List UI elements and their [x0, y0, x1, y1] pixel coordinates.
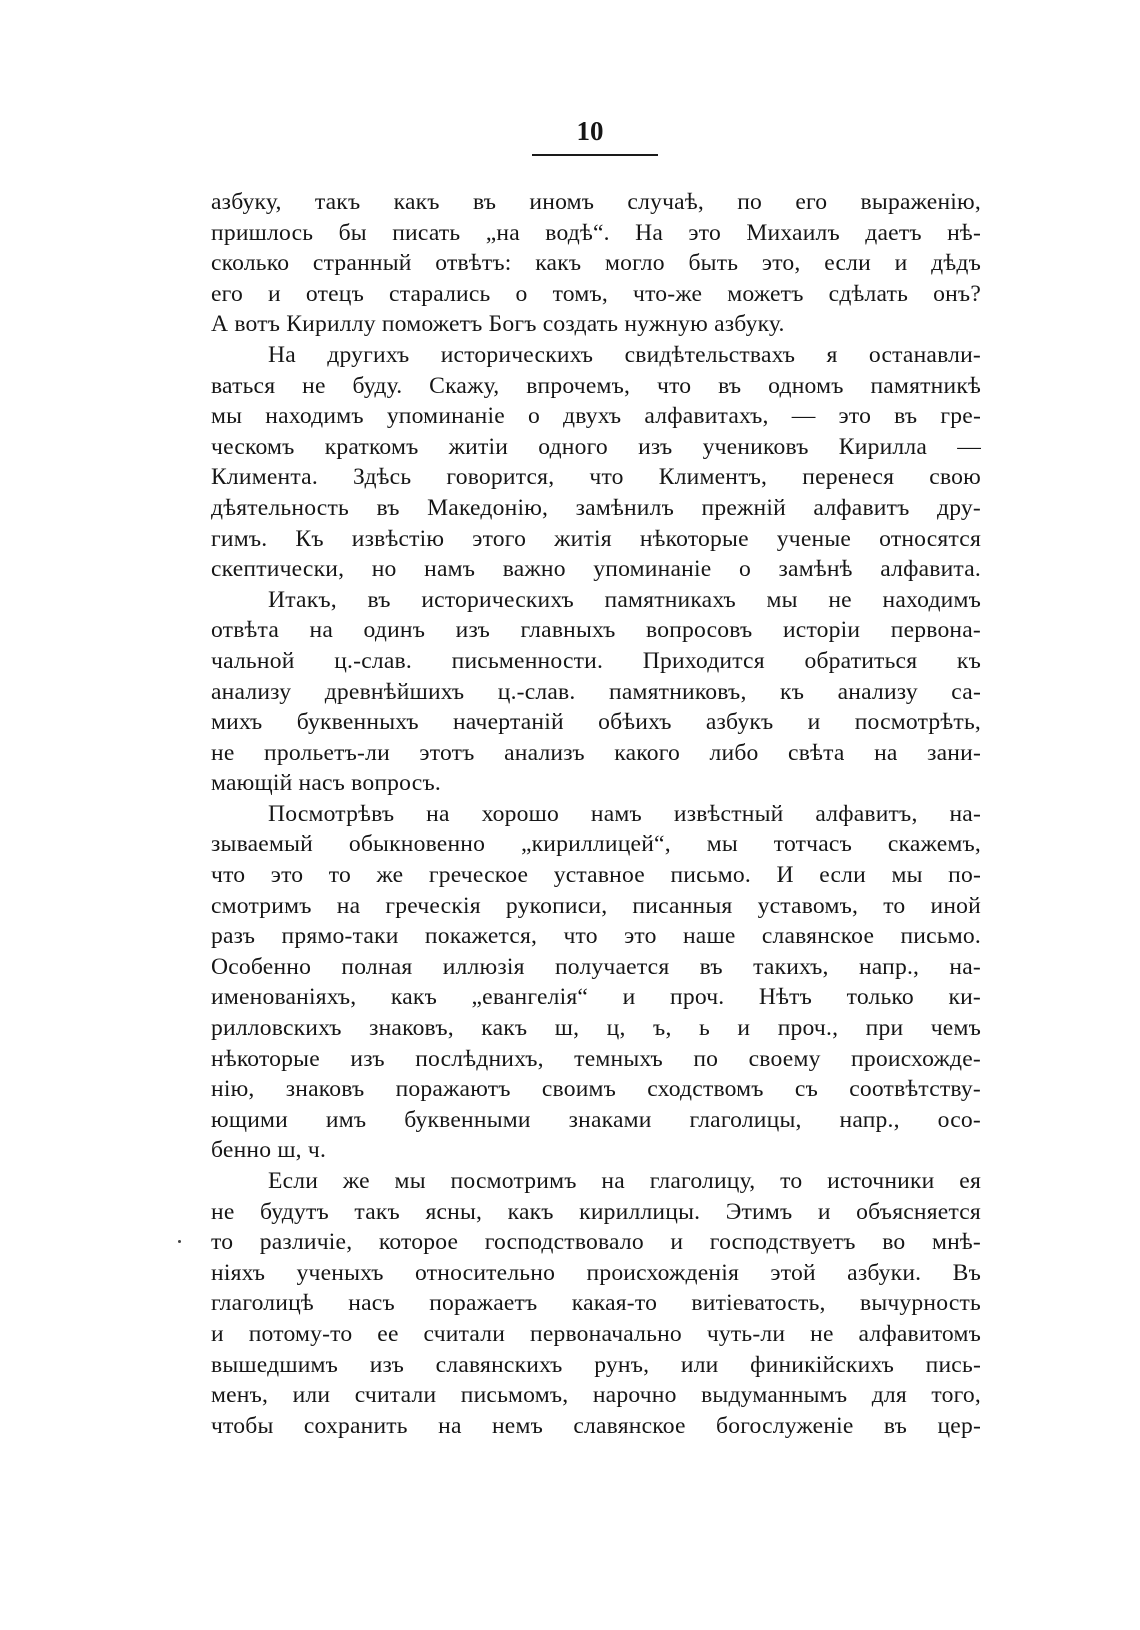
- text-line: михъ буквенныхъ начертаній обѣихъ азбукъ и посмотрѣть,: [211, 709, 981, 736]
- text-line: нѣкоторые изъ послѣднихъ, темныхъ по своему происхожде-: [211, 1045, 981, 1072]
- text-line: скептически, но намъ важно упоминаніе о замѣнѣ алфавита.: [211, 556, 981, 583]
- text-line: что это то же греческое уставное письмо. И если мы по-: [211, 862, 981, 889]
- text-line: Посмотрѣвъ на хорошо намъ извѣстный алфавитъ, на-: [268, 800, 981, 827]
- text-line: ющими имъ буквенными знаками глаголицы, напр., осо-: [211, 1106, 981, 1133]
- text-line: пришлось бы писать „на водѣ“. На это Михаилъ даетъ нѣ-: [211, 219, 981, 246]
- text-line: рилловскихъ знаковъ, какъ ш, ц, ъ, ь и проч., при чемъ: [211, 1015, 981, 1042]
- text-line: сколько странный отвѣтъ: какъ могло быть это, если и дѣдъ: [211, 250, 981, 277]
- text-line: А вотъ Кириллу поможетъ Богъ создать нужную азбуку.: [211, 311, 785, 338]
- text-line: не будутъ такъ ясны, какъ кириллицы. Этимъ и объясняется: [211, 1198, 981, 1225]
- text-line: ніяхъ ученыхъ относительно происхожденія этой азбуки. Въ: [211, 1259, 981, 1286]
- text-line: то различіе, которое господствовало и господствуетъ во мнѣ-: [211, 1229, 981, 1256]
- text-line: разъ прямо-таки покажется, что это наше славянское письмо.: [211, 923, 981, 950]
- body-text: [211, 187, 981, 1441]
- text-line: его и отецъ старались о томъ, что-же можетъ сдѣлать онъ?: [211, 280, 981, 307]
- text-line: На другихъ историческихъ свидѣтельствахъ я останавли-: [268, 341, 981, 368]
- paragraph-1: [211, 187, 981, 340]
- text-line: ческомъ краткомъ житіи одного изъ учениковъ Кирилла —: [211, 433, 981, 460]
- text-line: ваться не буду. Скажу, впрочемъ, что въ одномъ памятникѣ: [211, 372, 981, 399]
- text-line: не прольетъ-ли этотъ анализъ какого либо свѣта на зани-: [211, 739, 981, 766]
- text-line: Климента. Здѣсь говорится, что Климентъ, перенеся свою: [211, 464, 981, 491]
- text-line: смотримъ на греческія рукописи, писанныя уставомъ, то иной: [211, 892, 981, 919]
- text-line: чтобы сохранить на немъ славянское богослуженіе въ цер-: [211, 1412, 981, 1439]
- text-line: анализу древнѣйшихъ ц.-слав. памятниковъ, къ анализу са-: [211, 678, 981, 705]
- paragraph-4: [211, 799, 981, 1166]
- paragraph-3: [211, 585, 981, 799]
- text-line: бенно ш, ч.: [211, 1137, 327, 1164]
- ink-speck: [178, 1240, 181, 1243]
- paragraph-5: [211, 1166, 981, 1441]
- text-line: глаголицѣ насъ поражаетъ какая-то витіеватость, вычурность: [211, 1290, 981, 1317]
- page-number-rule: [532, 154, 658, 156]
- text-line: менъ, или считали письмомъ, нарочно выдуманнымъ для того,: [211, 1382, 981, 1409]
- text-line: Если же мы посмотримъ на глаголицу, то источники ея: [268, 1168, 981, 1194]
- text-line: чальной ц.-слав. письменности. Приходится обратиться къ: [211, 647, 981, 674]
- text-line: зываемый обыкновенно „кириллицей“, мы тотчасъ скажемъ,: [211, 831, 981, 858]
- text-line: дѣятельность въ Македонію, замѣнилъ прежній алфавитъ дру-: [211, 494, 981, 521]
- text-line: отвѣта на одинъ изъ главныхъ вопросовъ исторіи первона-: [211, 617, 981, 644]
- text-line: именованіяхъ, какъ „евангелія“ и проч. Нѣтъ только ки-: [211, 984, 981, 1011]
- text-line: нію, знаковъ поражаютъ своимъ сходствомъ съ соотвѣтству-: [211, 1076, 981, 1103]
- text-line: мы находимъ упоминаніе о двухъ алфавитахъ, — это въ гре-: [211, 403, 981, 430]
- page-number: 10: [576, 116, 604, 146]
- text-line: гимъ. Къ извѣстію этого житія нѣкоторые ученые относятся: [211, 525, 981, 552]
- paragraph-2: [211, 340, 981, 585]
- text-line: и потому-то ее считали первоначально чуть-ли не алфавитомъ: [211, 1320, 981, 1347]
- text-line: Итакъ, въ историческихъ памятникахъ мы не находимъ: [268, 586, 981, 613]
- text-line: азбуку, такъ какъ въ иномъ случаѣ, по его выраженію,: [211, 189, 981, 215]
- text-line: вышедшимъ изъ славянскихъ рунъ, или финикійскихъ пись-: [211, 1351, 981, 1378]
- text-line: Особенно полная иллюзія получается въ такихъ, напр., на-: [211, 953, 981, 980]
- text-line: мающій насъ вопросъ.: [211, 770, 441, 797]
